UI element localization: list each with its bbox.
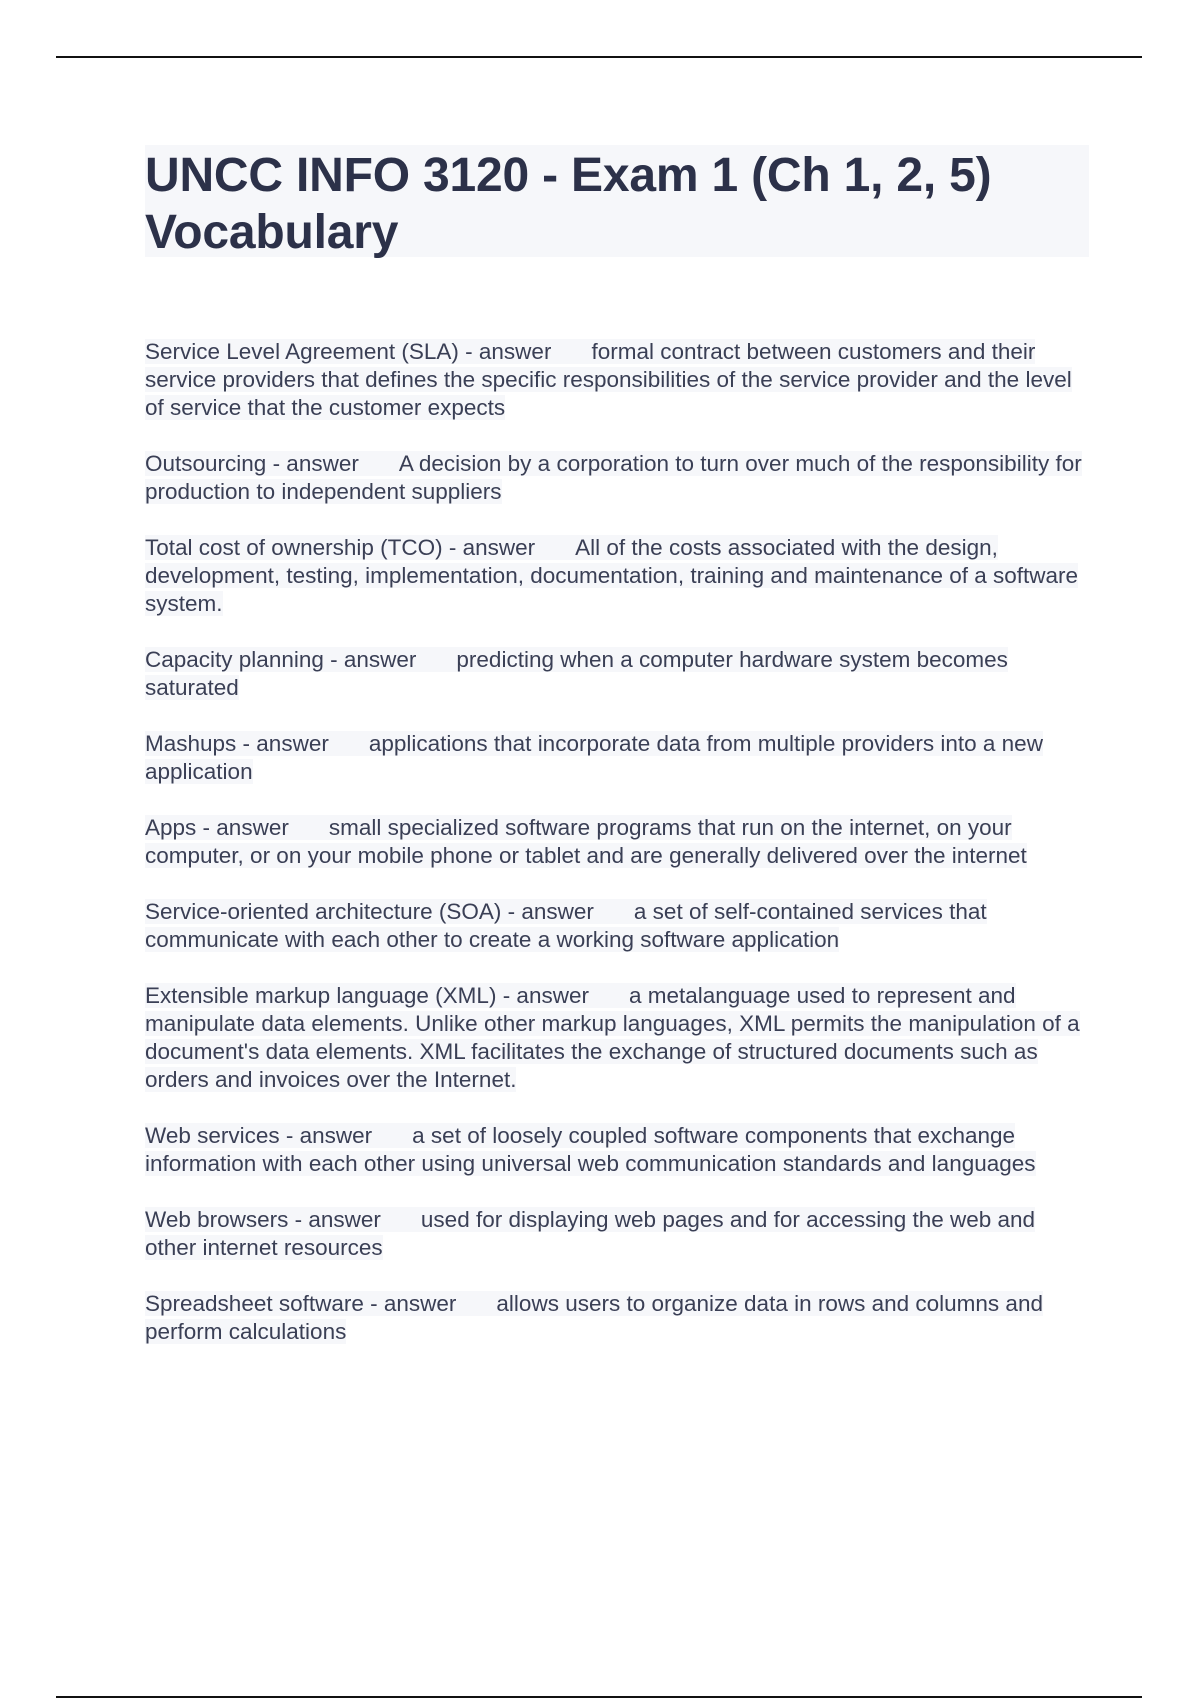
answer-label: - answer bbox=[279, 1123, 373, 1148]
vocab-entry bbox=[145, 646, 1090, 702]
vocab-term: Outsourcing bbox=[145, 451, 267, 476]
answer-label: - answer bbox=[288, 1207, 381, 1232]
vocab-term: Capacity planning bbox=[145, 647, 324, 672]
vocab-entry bbox=[145, 982, 1090, 1094]
answer-label: - answer bbox=[323, 647, 417, 672]
vocab-term: Service-oriented architecture (SOA) bbox=[145, 899, 502, 924]
vocab-term: Mashups bbox=[145, 731, 237, 756]
answer-label: - answer bbox=[196, 815, 289, 840]
vocab-entry bbox=[145, 814, 1090, 870]
vocab-definition: A decision by a corporation to turn over much of the responsibility for production to independent suppliers bbox=[145, 451, 1082, 504]
vocab-term: Spreadsheet software bbox=[145, 1291, 364, 1316]
vocab-entry bbox=[145, 898, 1090, 954]
vocab-entry bbox=[145, 1206, 1090, 1262]
vocab-definition: used for displaying web pages and for accessing the web and other internet resources bbox=[145, 1207, 1036, 1260]
vocab-definition: a metalanguage used to represent and manipulate data elements. Unlike other markup languages, XML permits the manipulation of a document's data elements. XML facilitates the exchange of structured documents such as orders and invoices over the Internet. bbox=[145, 983, 1080, 1092]
answer-label: - answer bbox=[363, 1291, 457, 1316]
page-title: UNCC INFO 3120 - Exam 1 (Ch 1, 2, 5) Vocabulary bbox=[145, 145, 1089, 257]
vocab-definition: formal contract between customers and their service providers that defines the specific responsibilities of the service provider and the level of service that the customer expects bbox=[145, 339, 1072, 420]
bottom-divider bbox=[56, 1696, 1142, 1698]
vocabulary-list bbox=[145, 338, 1090, 1374]
vocab-definition: a set of self-contained services that communicate with each other to create a working software application bbox=[145, 899, 987, 952]
answer-label: - answer bbox=[496, 983, 589, 1008]
answer-label: - answer bbox=[266, 451, 359, 476]
vocab-term: Total cost of ownership (TCO) bbox=[145, 535, 443, 560]
vocab-definition: small specialized software programs that run on the internet, on your computer, or on your mobile phone or tablet and are generally delivered over the internet bbox=[145, 815, 1027, 868]
answer-label: - answer bbox=[501, 899, 594, 924]
answer-label: - answer bbox=[458, 339, 552, 364]
vocab-term: Web browsers bbox=[145, 1207, 289, 1232]
vocab-entry bbox=[145, 1290, 1090, 1346]
answer-label: - answer bbox=[442, 535, 536, 560]
vocab-definition: All of the costs associated with the design, development, testing, implementation, documentation, training and maintenance of a software system. bbox=[145, 535, 1079, 616]
vocab-definition: predicting when a computer hardware system becomes saturated bbox=[145, 647, 1008, 700]
vocab-term: Web services bbox=[145, 1123, 280, 1148]
vocab-term: Extensible markup language (XML) bbox=[145, 983, 497, 1008]
vocab-definition: applications that incorporate data from multiple providers into a new application bbox=[145, 731, 1043, 784]
vocab-entry bbox=[145, 730, 1090, 786]
answer-label: - answer bbox=[236, 731, 329, 756]
vocab-entry bbox=[145, 450, 1090, 506]
top-divider bbox=[56, 56, 1142, 58]
vocab-entry bbox=[145, 534, 1090, 618]
vocab-definition: a set of loosely coupled software components that exchange information with each other using universal web communication standards and languages bbox=[145, 1123, 1036, 1176]
vocab-entry bbox=[145, 338, 1090, 422]
vocab-term: Apps bbox=[145, 815, 197, 840]
vocab-entry bbox=[145, 1122, 1090, 1178]
vocab-definition: allows users to organize data in rows and columns and perform calculations bbox=[145, 1291, 1043, 1344]
vocab-term: Service Level Agreement (SLA) bbox=[145, 339, 459, 364]
